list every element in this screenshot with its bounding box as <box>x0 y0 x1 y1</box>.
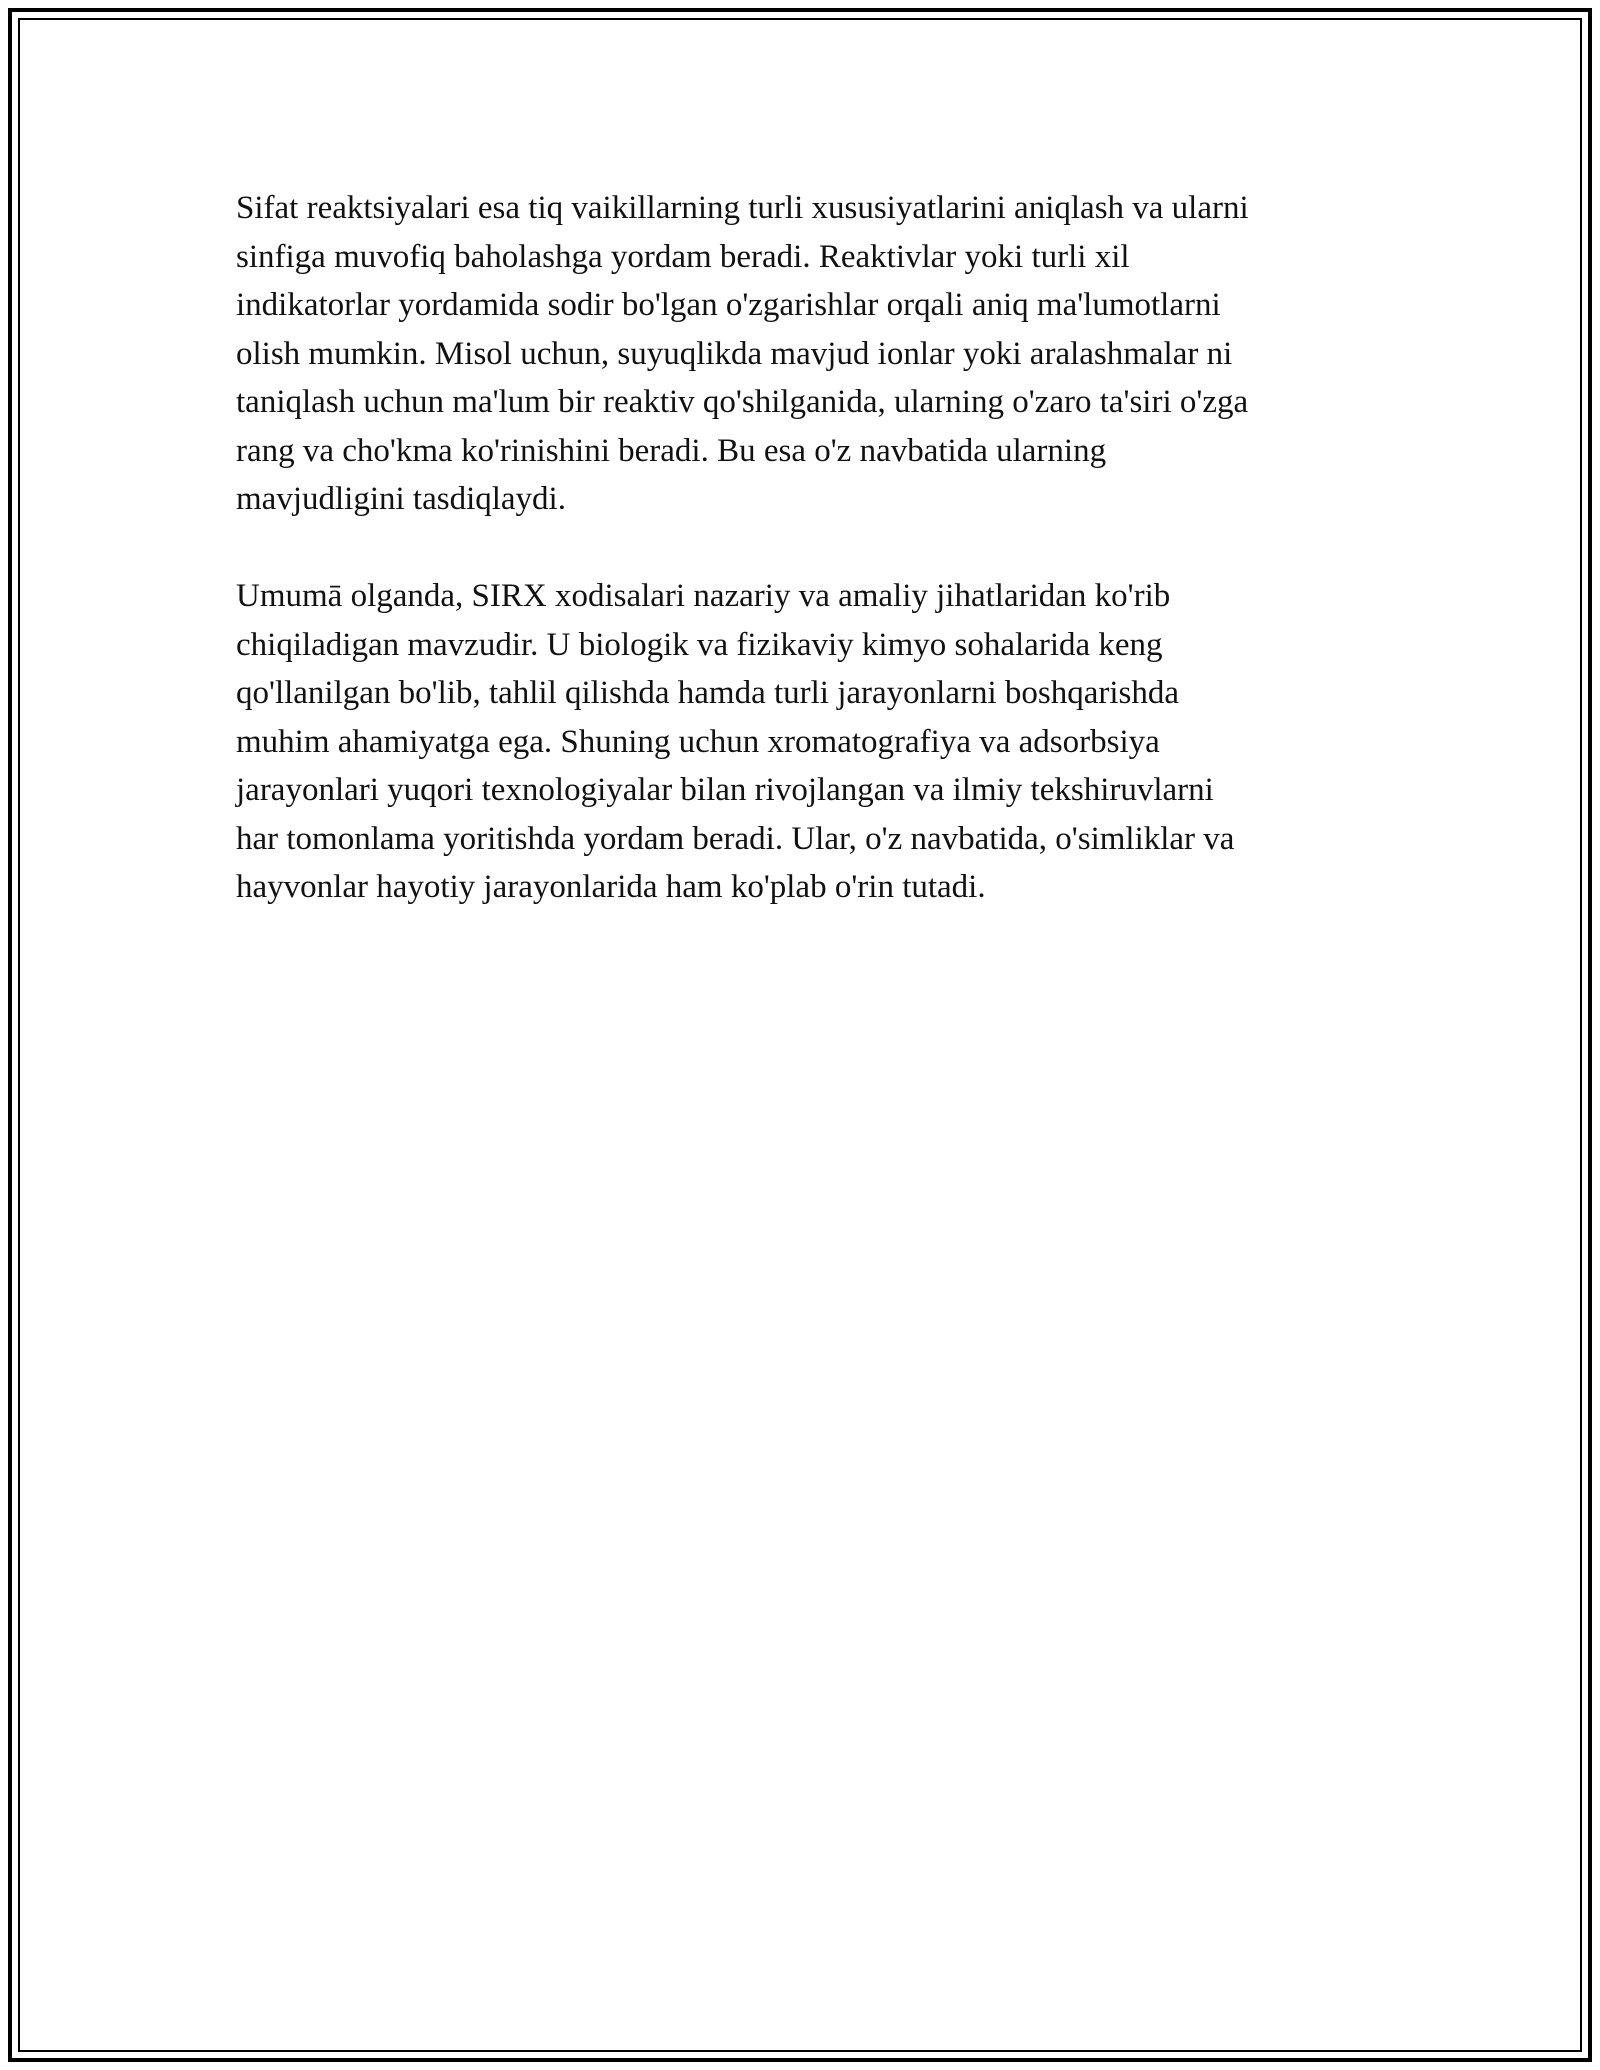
paragraph-line: muhim ahamiyatga ega. Shuning uchun xromatografiya va adsorbsiya <box>236 723 1160 760</box>
paragraph-1 <box>236 184 1396 524</box>
paragraph-line: rang va cho'kma ko'rinishini beradi. Bu esa o'z navbatida ularning <box>236 432 1107 469</box>
paragraph-line: Sifat reaktsiyalari esa tiq vaikillarning turli xususiyatlarini aniqlash va ularni <box>236 190 1249 226</box>
document-body <box>236 184 1396 960</box>
paragraph-line: chiqiladigan mavzudir. U biologik va fizikaviy kimyo sohalarida keng <box>236 626 1163 663</box>
paragraph-2 <box>236 572 1396 912</box>
paragraph-line: qo'llanilgan bo'lib, tahlil qilishda hamda turli jarayonlarni boshqarishda <box>236 675 1180 711</box>
paragraph-line: indikatorlar yordamida sodir bo'lgan o'zgarishlar orqali aniq ma'lumotlarni <box>236 287 1221 323</box>
paragraph-line: olish mumkin. Misol uchun, suyuqlikda mavjud ionlar yoki aralashmalar ni <box>236 335 1233 372</box>
paragraph-line: har tomonlama yoritishda yordam beradi. Ular, o'z navbatida, o'simliklar va <box>236 820 1235 857</box>
paragraph-line: jarayonlari yuqori texnologiyalar bilan rivojlangan va ilmiy tekshiruvlarni <box>236 772 1214 808</box>
paragraph-line: mavjudligini tasdiqlaydi. <box>236 481 566 517</box>
paragraph-line: Umumā olganda, SIRX xodisalari nazariy va amaliy jihatlaridan ko'rib <box>236 578 1171 614</box>
paragraph-line: hayvonlar hayotiy jarayonlarida ham ko'plab o'rin tutadi. <box>236 869 986 905</box>
paragraph-line: sinfiga muvofiq baholashga yordam beradi. Reaktivlar yoki turli xil <box>236 238 1130 275</box>
paragraph-line: taniqlash uchun ma'lum bir reaktiv qo'shilganida, ularning o'zaro ta'siri o'zga <box>236 384 1249 420</box>
